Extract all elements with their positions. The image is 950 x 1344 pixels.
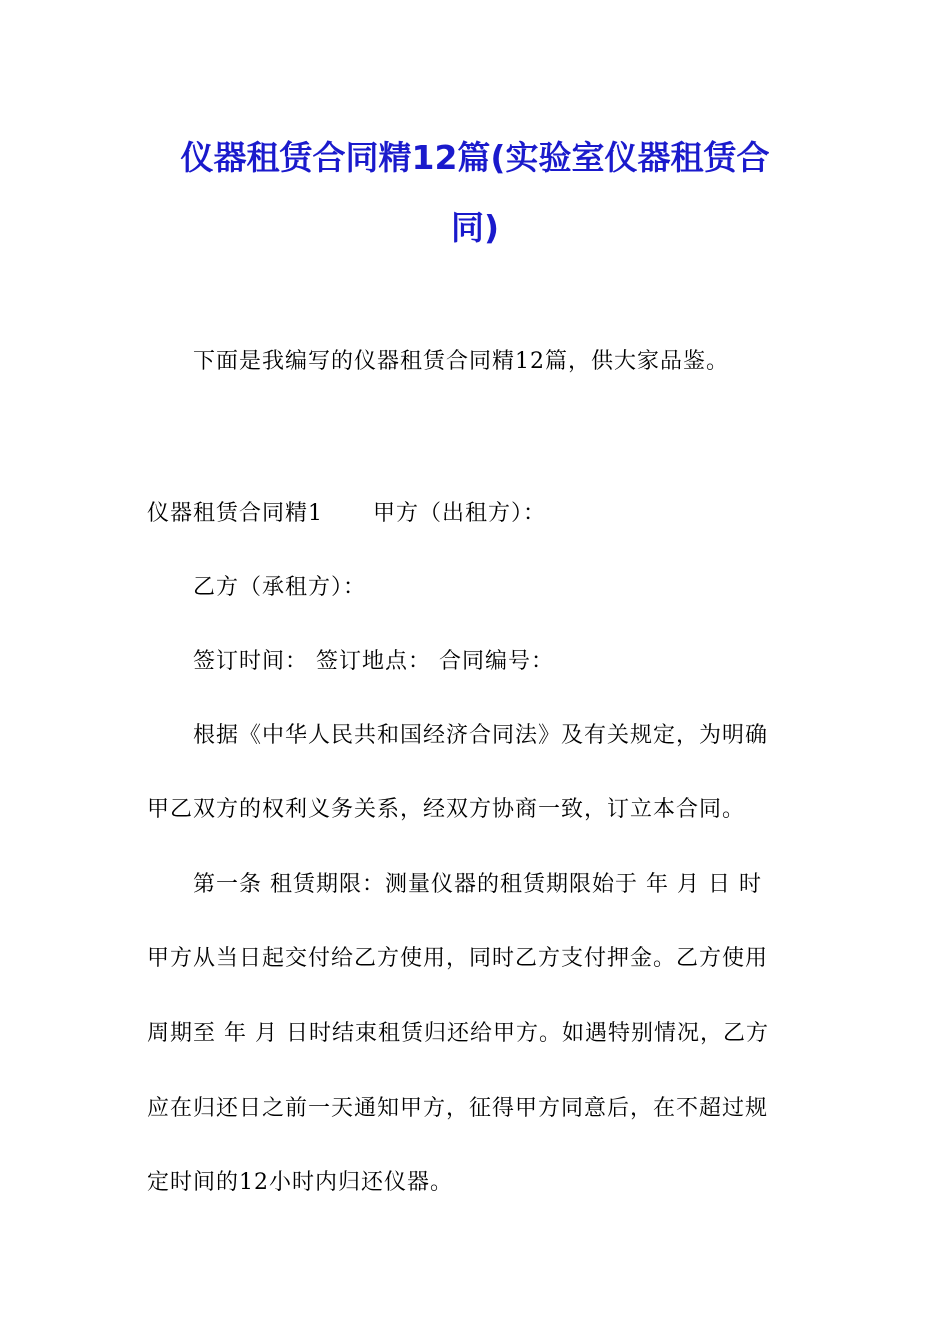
article-1-line-5: 定时间的12小时内归还仪器。 (147, 1170, 453, 1195)
contract-heading-row (147, 496, 546, 527)
article-1-line-1: 第一条 租赁期限：测量仪器的租赁期限始于 年 月 日 时 (193, 872, 762, 897)
paragraph-1-line-2: 甲乙双方的权利义务关系，经双方协商一致，订立本合同。 (147, 797, 746, 822)
document-title-line-2: 同) (450, 208, 500, 247)
signing-info: 签订时间： 签订地点： 合同编号： (193, 649, 554, 674)
document-title-line-1: 仪器租赁合同精12篇(实验室仪器租赁合 (180, 138, 770, 177)
paragraph-1-line-1: 根据《中华人民共和国经济合同法》及有关规定，为明确 (193, 723, 769, 748)
article-1-line-3: 周期至 年 月 日时结束租赁归还给甲方。如遇特别情况，乙方 (147, 1021, 769, 1046)
party-a-label: 甲方（出租方）： (373, 501, 547, 526)
article-1-line-4: 应在归还日之前一天通知甲方，征得甲方同意后，在不超过规 (147, 1096, 769, 1121)
party-b-label: 乙方（承租方）： (193, 575, 367, 600)
article-1-line-2: 甲方从当日起交付给乙方使用，同时乙方支付押金。乙方使用 (147, 946, 769, 971)
intro-paragraph: 下面是我编写的仪器租赁合同精12篇，供大家品鉴。 (193, 349, 729, 374)
contract-1-heading: 仪器租赁合同精1 (147, 501, 323, 526)
